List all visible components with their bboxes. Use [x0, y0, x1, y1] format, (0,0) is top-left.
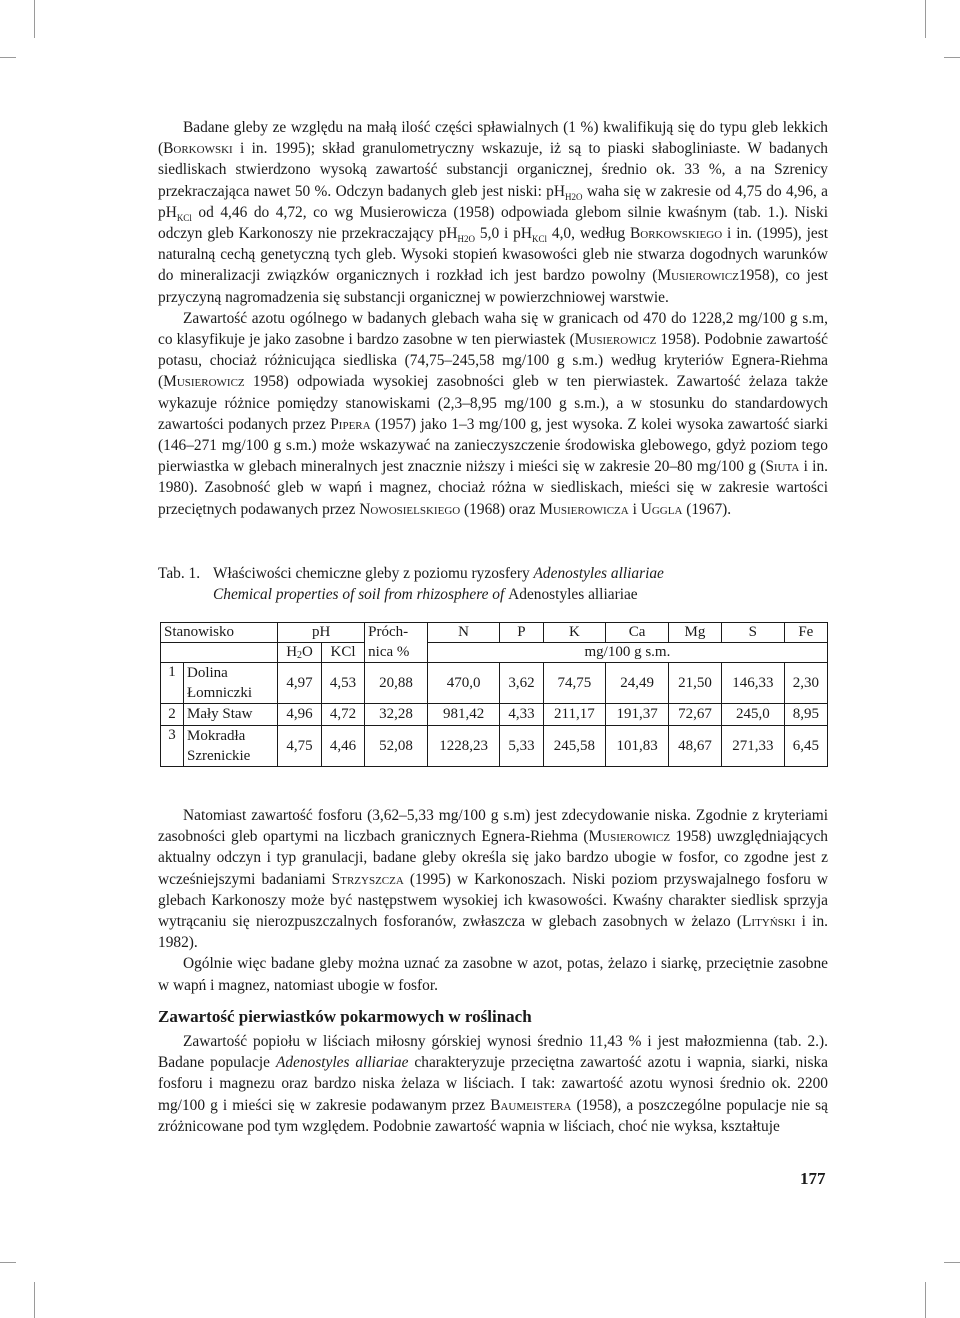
crop-mark [925, 0, 926, 38]
cell-h2o: 4,75 [278, 726, 322, 767]
author-name: Borkowski [163, 140, 233, 158]
page-number: 177 [800, 1169, 826, 1188]
author-name: Pipera [330, 415, 371, 433]
table-caption: Tab. 1. Właściwości chemiczne gleby z poziomu ryzosfery Adenostyles alliariae Chemical properties of soil from rhizosphere of Adenostyles alliariae [158, 565, 664, 603]
row-site: Mały Staw [184, 704, 278, 726]
header-stanowisko: Stanowisko [161, 623, 278, 643]
header-h2o: $H_2O$ [278, 643, 322, 663]
author-name: Nowosielskiego [359, 500, 461, 518]
cell-kcl: 4,72 [321, 704, 364, 726]
author-name: Baumeistera [490, 1096, 572, 1114]
author-name: Musierowicz [588, 828, 671, 846]
crop-mark [0, 1262, 16, 1263]
soil-chemistry-table [160, 622, 828, 767]
cell-ca: 191,37 [606, 704, 669, 726]
row-number: 2 [161, 704, 184, 726]
cell-kcl: 4,53 [321, 663, 364, 704]
cell-n: 470,0 [427, 663, 499, 704]
header-s: S [721, 623, 784, 643]
header-mg: Mg [668, 623, 721, 643]
crop-mark [925, 1282, 926, 1318]
cell-n: 981,42 [427, 704, 499, 726]
text-column-section [158, 1031, 828, 1137]
text-column [158, 117, 828, 520]
crop-mark [944, 1262, 960, 1263]
table-row [161, 726, 828, 767]
cell-h2o: 4,97 [278, 663, 322, 704]
row-number: 1 [161, 663, 184, 704]
author-name: Musierowicz [574, 331, 657, 349]
crop-mark [34, 0, 35, 38]
row-number: 3 [161, 726, 184, 767]
cell-ca: 24,49 [606, 663, 669, 704]
section-title: Zawartość pierwiastków pokarmowych w roślinach [158, 1007, 532, 1026]
text-column-lower [158, 805, 828, 996]
header-fe: Fe [784, 623, 827, 643]
table-subheader-row [161, 643, 828, 663]
cell-fe: 2,30 [784, 663, 827, 704]
author-name: Strzyszcza [331, 870, 404, 888]
header-unit: mg/100 g s.m. [427, 643, 827, 663]
cell-k: 211,17 [543, 704, 606, 726]
cell-s: 146,33 [721, 663, 784, 704]
cell-p: 3,62 [500, 663, 543, 704]
header-ph: pH [278, 623, 365, 643]
row-site: Mokradła Szrenickie [184, 726, 278, 767]
cell-p: 5,33 [500, 726, 543, 767]
paragraph-soil-properties: Badane gleby ze względu na małą ilość części spławialnych (1 %) kwalifikują się do typu gleb lekkich (Borkowski i in. 1995); skład granulometryczny wskazuje, iż są to piaski słabogliniaste. W badanych siedliskach stwierdzono wysoką zawartość substancji organicznej, średnio ok. 33 %, a na Szrenicy przekraczająca nawet 50 %. Odczyn badanych gleb jest niski: $pH_{H2O}$ waha się w zakresie od 4,75 do 4,96, a $pH_{KCl}$ od 4,46 do 4,72, co wg Musierowicza (1958) odpowiada glebom silnie kwaśnym (tab. 1.). Niski odczyn gleb Karkonoszy nie przekraczający $pH_{H2O}$ 5,0 i $pH_{KCl}$ 4,0, według Borkowskiego i in. (1995), jest naturalną cechą genetyczną tych gleb. Wysoki stopień kwasowości gleb nie stwarza dogodnych warunków do mineralizacji związków organicznych i rozkład ich jest bardzo powolny (Musierowicz1958), co jest przyczyną nagromadzenia się substancji organicznej w powierzchniowej warstwie. [158, 119, 829, 306]
header-kcl: KCl [321, 643, 364, 663]
cell-s: 271,33 [721, 726, 784, 767]
cell-prochnica: 20,88 [365, 663, 428, 704]
table-header-row [161, 623, 828, 643]
cell-ca: 101,83 [606, 726, 669, 767]
crop-mark [0, 57, 16, 58]
author-name: Uggla [640, 500, 683, 518]
row-site: Dolina Łomniczki [184, 663, 278, 704]
author-name: Musierowicza [539, 500, 629, 518]
author-name: Siuta [765, 458, 800, 476]
cell-s: 245,0 [721, 704, 784, 726]
cell-fe: 8,95 [784, 704, 827, 726]
author-name: Musierowicz [657, 267, 739, 285]
table-label: Tab. 1. [158, 565, 201, 582]
paragraph-nitrogen: Zawartość azotu ogólnego w badanych glebach waha się w granicach od 470 do 1228,2 mg/100 g s.m, co klasyfikuje je jako zasobne i bardzo zasobne w ten pierwiastek (Musierowicz 1958). Podobnie zawartość potasu, chociaż różnicująca siedliska (74,75–245,58 mg/100 g s.m.) według kryteriów Egnera-Riehma (Musierowicz 1958) odpowiada wysokiej zasobności gleb w ten pierwiastek. Zawartość żelaza także wykazuje różnice pomiędzy stanowiskami (2,3–8,95 mg/100 g s.m.), a w stosunku do standardowych zawartości podanych przez Pipera (1957) jako 1–3 mg/100 g, jest wysoka. Z kolei wysoka zawartość siarki (146–271 mg/100 g s.m.) może wskazywać na zanieczyszczenie środowiska glebowego, gdyż poziom tego pierwiastka w glebach mineralnych jest znacznie niższy i mieści się w zakresie 20–80 mg/100 g (Siuta i in. 1980). Zasobność gleb w wapń i magnez, chociaż różna w siedliskach, mieści się w zakresie wartości przeciętnych podawanych przez Nowosielskiego (1968) oraz Musierowicza i Uggla (1967). [158, 309, 829, 518]
cell-fe: 6,45 [784, 726, 827, 767]
cell-h2o: 4,96 [278, 704, 322, 726]
header-ca: Ca [606, 623, 669, 643]
header-n: N [427, 623, 499, 643]
cell-k: 74,75 [543, 663, 606, 704]
cell-prochnica: 52,08 [365, 726, 428, 767]
paragraph-summary: Ogólnie więc badane gleby można uznać za zasobne w azot, potas, żelazo i siarkę, przeciętnie zasobne w wapń i magnez, natomiast ubogie w fosfor. [158, 955, 828, 994]
cell-p: 4,33 [500, 704, 543, 726]
author-name: Musierowicz [163, 373, 245, 391]
cell-mg: 21,50 [668, 663, 721, 704]
header-k: K [543, 623, 606, 643]
header-p: P [500, 623, 543, 643]
paragraph-plant-nutrients: Zawartość popiołu w liściach miłosny górskiej wynosi średnio 11,43 % i jest małozmienna (tab. 2.). Badane populacje Adenostyles alliariae charakteryzuje przeciętna zawartość azotu i wapnia, siarki, niska fosforu i magnezu oraz bardzo niska żelaza w liściach. I tak: zawartość azotu wynosi średnio ok. 2200 mg/100 g i mieści się w zakresie podawanym przez Baumeistera (1958), a poszczególne populacje nie są zróżnicowane pod tym względem. Podobnie zawartość wapnia w liściach, choć nie wyksa, kształtuje [158, 1033, 828, 1135]
cell-k: 245,58 [543, 726, 606, 767]
species-name: Adenostyles alliariae [533, 565, 664, 582]
author-name: Lityński [742, 913, 796, 931]
crop-mark [944, 57, 960, 58]
species-name: Adenostyles alliariae [508, 586, 638, 603]
header-prochnica: Próch- [365, 623, 428, 643]
table-row [161, 663, 828, 704]
paragraph-phosphorus: Natomiast zawartość fosforu (3,62–5,33 mg/100 g s.m) jest zdecydowanie niska. Zgodnie z kryteriami zasobności gleb opartymi na liczbach granicznych Egnera-Riehma (Musierowicz 1958) uwzględniających aktualny odczyn i typ granulacji, badane gleby określa się jako bardzo ubogie w fosfor, co zgodne jest z wcześniejszymi badaniami Strzyszcza (1995) w Karkonoszach. Niski poziom przyswajalnego fosforu w glebach Karkonoszy może być następstwem wysokiej ich kwasowości. Kwaśny charakter siedlisk sprzyja wytrącaniu się nierozpuszczalnych fosforanów, zwłaszcza w glebach zasobnych w żelazo (Lityński i in. 1982). [158, 807, 828, 952]
crop-mark [34, 1282, 35, 1318]
cell-n: 1228,23 [427, 726, 499, 767]
table-row [161, 704, 828, 726]
cell-mg: 72,67 [668, 704, 721, 726]
cell-prochnica: 32,28 [365, 704, 428, 726]
cell-kcl: 4,46 [321, 726, 364, 767]
author-name: Borkowskiego [630, 225, 723, 243]
species-name: Adenostyles alliariae [275, 1054, 409, 1072]
header-prochnica-unit: nica % [365, 643, 428, 663]
cell-mg: 48,67 [668, 726, 721, 767]
